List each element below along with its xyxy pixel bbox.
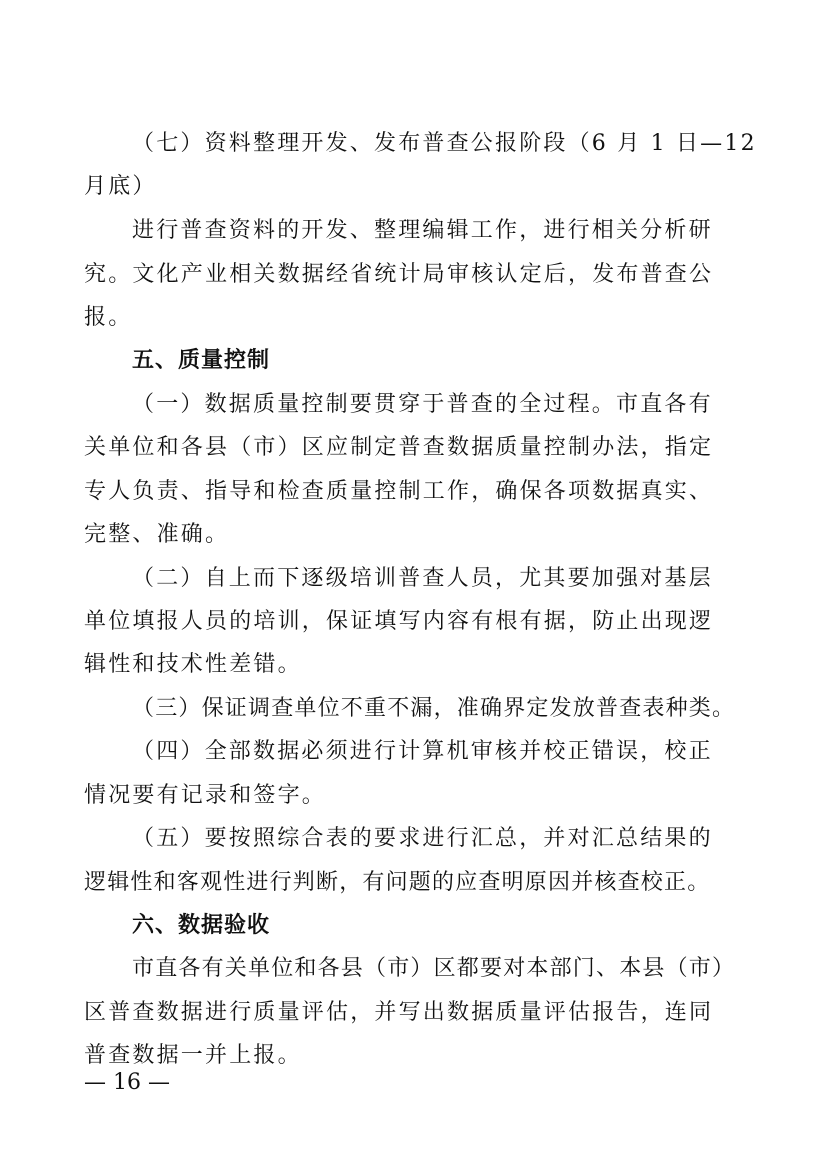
- paragraph-line: 进行普查资料的开发、整理编辑工作，进行相关分析研: [132, 218, 713, 243]
- paragraph-line: （五）要按照综合表的要求进行汇总，并对汇总结果的: [132, 826, 713, 851]
- paragraph-line: 市直各有关单位和各县（市）区都要对本部门、本县（市）: [132, 956, 736, 981]
- paragraph-line: 辑性和技术性差错。: [84, 652, 302, 677]
- paragraph-line: 完整、准确。: [84, 522, 230, 547]
- paragraph-line: 报。: [84, 305, 133, 330]
- paragraph-line: 关单位和各县（市）区应制定普查数据质量控制办法，指定: [84, 435, 714, 460]
- section-heading: 五、质量控制: [132, 348, 271, 373]
- paragraph-line: 情况要有记录和签字。: [84, 783, 327, 808]
- paragraph-line: 普查数据一并上报。: [84, 1043, 302, 1068]
- paragraph-line: 究。文化产业相关数据经省统计局审核认定后，发布普查公: [84, 262, 714, 287]
- paragraph-line: 专人负责、指导和检查质量控制工作，确保各项数据真实、: [84, 479, 714, 504]
- paragraph-line: （二）自上而下逐级培训普查人员，尤其要加强对基层: [132, 566, 713, 591]
- page-number: — 16 —: [84, 1070, 170, 1095]
- paragraph-line: 单位填报人员的培训，保证填写内容有根有据，防止出现逻: [84, 609, 714, 634]
- paragraph-line: （一）数据质量控制要贯穿于普查的全过程。市直各有: [132, 392, 713, 417]
- paragraph-line: 月底）: [84, 174, 157, 199]
- section-heading: 六、数据验收: [132, 913, 271, 938]
- paragraph-line: （三）保证调查单位不重不漏，准确界定发放普查表种类。: [132, 696, 736, 721]
- paragraph-line: 逻辑性和客观性进行判断，有问题的应查明原因并核查校正。: [84, 870, 711, 895]
- paragraph-line: 区普查数据进行质量评估，并写出数据质量评估报告，连同: [84, 1000, 714, 1025]
- paragraph-line: （四）全部数据必须进行计算机审核并校正错误，校正: [132, 739, 713, 764]
- paragraph-line: （七）资料整理开发、发布普查公报阶段（6 月 1 日—12: [132, 131, 757, 156]
